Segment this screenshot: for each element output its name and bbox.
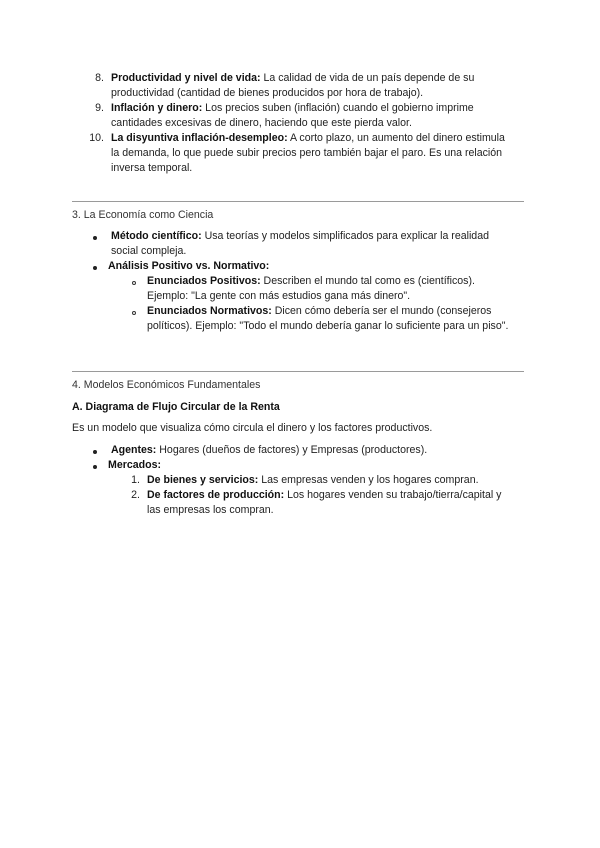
sub-bullet-item xyxy=(147,304,491,319)
section-heading: 3. La Economía como Ciencia xyxy=(72,209,214,221)
sub-list-item xyxy=(147,473,479,488)
bullet-item-continuation: social compleja. xyxy=(111,245,187,257)
list-item-text: La calidad de vida de un país depende de su xyxy=(260,72,475,84)
sub-bullet-item-text: Describen el mundo tal como es (científicos). xyxy=(260,275,475,287)
sub-list-item-continuation: las empresas los compran. xyxy=(147,504,274,516)
bullet-item-text: Hogares (dueños de factores) y Empresas (productores). xyxy=(156,444,428,456)
bullet-item-term: Método científico: xyxy=(111,230,202,242)
sub-bullet-item-term: Enunciados Normativos: xyxy=(147,305,272,317)
list-number: 8. xyxy=(95,72,104,84)
bullet-item-text: Usa teorías y modelos simplificados para explicar la realidad xyxy=(201,230,489,242)
list-item-continuation: productividad (cantidad de bienes producidos por hora de trabajo). xyxy=(111,87,424,99)
bullet-item xyxy=(111,229,489,244)
list-item-text: Los precios suben (inflación) cuando el gobierno imprime xyxy=(202,102,474,114)
list-item-continuation: inversa temporal. xyxy=(111,162,193,174)
list-number: 10. xyxy=(89,132,104,144)
sub-bullet-item-term: Enunciados Positivos: xyxy=(147,275,261,287)
list-item xyxy=(111,101,474,116)
bullet-item xyxy=(108,458,161,473)
bullet-icon xyxy=(93,236,97,240)
sub-list-item xyxy=(147,488,501,503)
section-heading: 4. Modelos Económicos Fundamentales xyxy=(72,379,261,391)
list-item-continuation: cantidades excesivas de dinero, haciendo que este pierda valor. xyxy=(111,117,412,129)
list-item-term: Productividad y nivel de vida: xyxy=(111,72,261,84)
bullet-icon xyxy=(93,450,97,454)
sub-list-item-term: De bienes y servicios: xyxy=(147,474,259,486)
list-item xyxy=(111,131,505,146)
bullet-item-term: Agentes: xyxy=(111,444,157,456)
bullet-icon xyxy=(93,266,97,270)
sub-list-item-text: Los hogares venden su trabajo/tierra/capital y xyxy=(284,489,502,501)
hollow-bullet-icon xyxy=(132,281,136,285)
bullet-item xyxy=(108,259,269,274)
bullet-item-term: Análisis Positivo vs. Normativo: xyxy=(108,260,270,272)
sub-bullet-item-text: Dicen cómo debería ser el mundo (consejeros xyxy=(271,305,492,317)
paragraph: Es un modelo que visualiza cómo circula el dinero y los factores productivos. xyxy=(72,422,433,434)
sub-list-item-term: De factores de producción: xyxy=(147,489,285,501)
sub-bullet-item-continuation: Ejemplo: "La gente con más estudios gana más dinero". xyxy=(147,290,411,302)
list-item-text: A corto plazo, un aumento del dinero estimula xyxy=(287,132,505,144)
horizontal-rule xyxy=(72,201,524,202)
subsection-heading: A. Diagrama de Flujo Circular de la Renta xyxy=(72,401,280,413)
bullet-item-term: Mercados: xyxy=(108,459,161,471)
sub-list-item-text: Las empresas venden y los hogares compran. xyxy=(258,474,479,486)
bullet-icon xyxy=(93,465,97,469)
list-number: 1. xyxy=(131,474,140,486)
list-item-continuation: la demanda, lo que puede subir precios pero también bajar el paro. Es una relación xyxy=(111,147,503,159)
list-number: 9. xyxy=(95,102,104,114)
sub-bullet-item xyxy=(147,274,475,289)
bullet-item xyxy=(111,443,427,458)
hollow-bullet-icon xyxy=(132,311,136,315)
sub-bullet-item-continuation: políticos). Ejemplo: "Todo el mundo debería ganar lo suficiente para un piso". xyxy=(147,320,509,332)
list-item-term: La disyuntiva inflación-desempleo: xyxy=(111,132,288,144)
list-item-term: Inflación y dinero: xyxy=(111,102,203,114)
list-number: 2. xyxy=(131,489,140,501)
horizontal-rule xyxy=(72,371,524,372)
list-item xyxy=(111,71,474,86)
